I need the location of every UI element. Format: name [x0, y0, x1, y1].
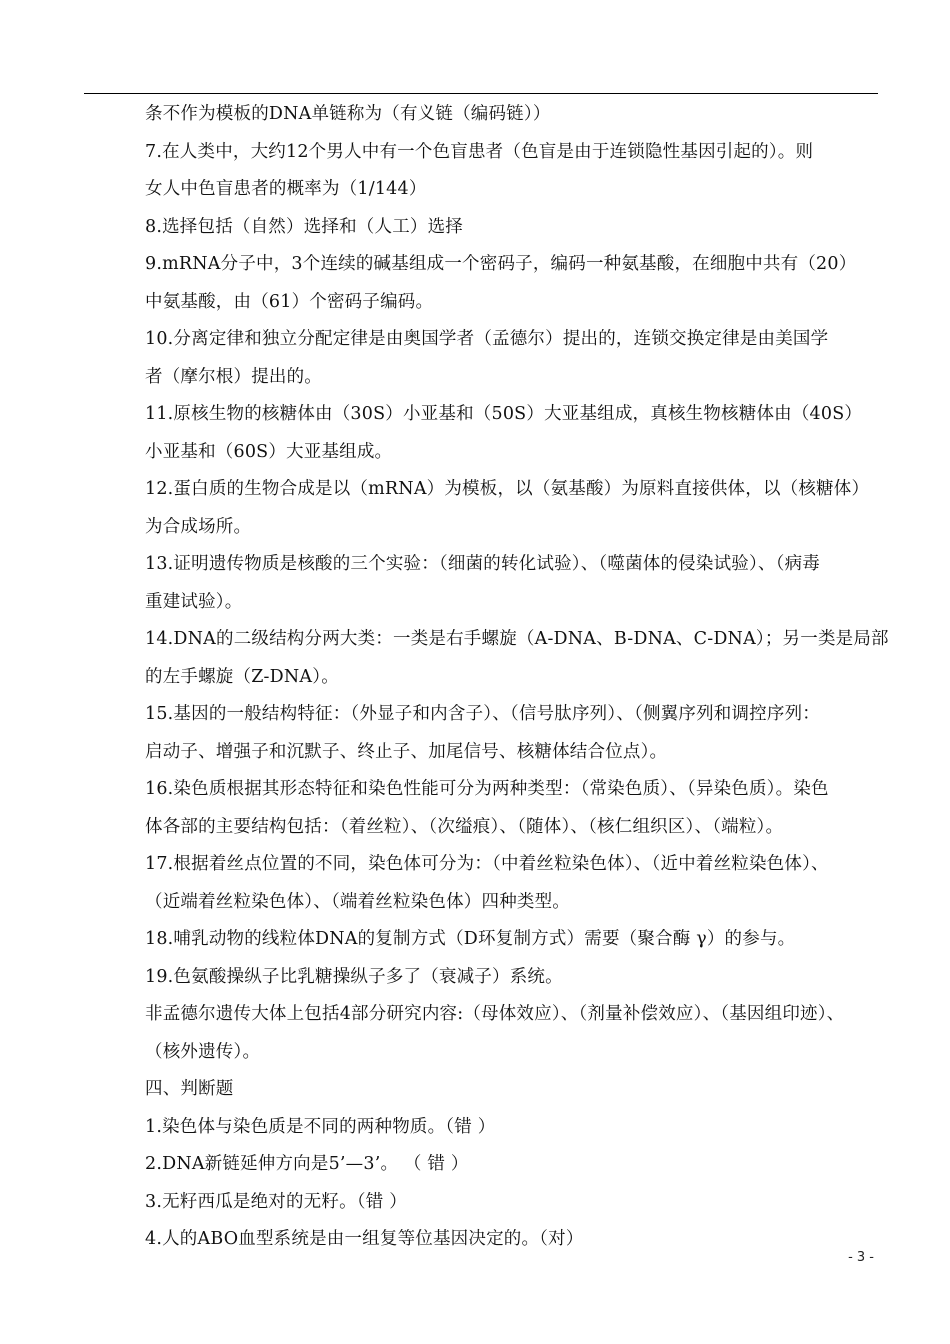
page-number: - 3 - [848, 1250, 874, 1265]
text-line: 为合成场所。 [145, 516, 252, 537]
text-line: （近端着丝粒染色体）、（端着丝粒染色体）四种类型。 [145, 891, 570, 912]
section-heading: 四、判断题 [145, 1079, 234, 1099]
text-line: 14.DNA的二级结构分两大类：一类是右手螺旋（A-DNA、B-DNA、C-DNA）；另一类是局部 [145, 629, 889, 649]
text-line: 15.基因的一般结构特征：（外显子和内含子）、（信号肽序列）、（侧翼序列和调控序列： [145, 704, 820, 724]
text-line: 非孟德尔遗传大体上包括4部分研究内容:（母体效应）、（剂量补偿效应）、（基因组印迹）、 [145, 1004, 845, 1024]
text-line: 11.原核生物的核糖体由（30S）小亚基和（50S）大亚基组成，真核生物核糖体由（40S） [145, 404, 863, 424]
text-line: 4.人的ABO血型系统是由一组复等位基因决定的。（对） [145, 1229, 584, 1249]
text-line: 8.选择包括（自然）选择和（人工）选择 [145, 216, 463, 237]
text-line: 的左手螺旋（Z-DNA）。 [145, 666, 339, 687]
text-line: 小亚基和（60S）大亚基组成。 [145, 441, 393, 462]
text-line: 中氨基酸，由（61）个密码子编码。 [145, 291, 434, 312]
text-line: 3.无籽西瓜是绝对的无籽。（错 ） [145, 1191, 407, 1212]
text-line: 10.分离定律和独立分配定律是由奥国学者（孟德尔）提出的，连锁交换定律是由美国学 [145, 329, 829, 349]
text-line: 2.DNA新链延伸方向是5’—3’。 （ 错 ） [145, 1154, 469, 1174]
text-line: 19.色氨酸操纵子比乳糖操纵子多了（衰减子）系统。 [145, 966, 563, 987]
header-rule [84, 93, 878, 94]
text-line: 女人中色盲患者的概率为（1/144） [145, 179, 427, 199]
text-line: 9.mRNA分子中，3个连续的碱基组成一个密码子，编码一种氨基酸，在细胞中共有（20） [145, 254, 857, 274]
document-body [145, 96, 889, 1259]
text-line: 12.蛋白质的生物合成是以（mRNA）为模板，以（氨基酸）为原料直接供体，以（核糖体） [145, 479, 870, 499]
text-line: 13.证明遗传物质是核酸的三个实验：（细菌的转化试验）、（噬菌体的侵染试验）、（病毒 [145, 554, 820, 574]
text-line: 7.在人类中，大约12个男人中有一个色盲患者（色盲是由于连锁隐性基因引起的）。则 [145, 141, 814, 162]
text-line: 重建试验）。 [145, 591, 243, 612]
text-line: 启动子、增强子和沉默子、终止子、加尾信号、核糖体结合位点）。 [145, 741, 668, 762]
text-line: （核外遗传）。 [145, 1041, 261, 1062]
text-line: 18.哺乳动物的线粒体DNA的复制方式（D环复制方式）需要（聚合酶 γ）的参与。 [145, 929, 796, 949]
text-line: 者（摩尔根）提出的。 [145, 366, 322, 387]
text-line: 16.染色质根据其形态特征和染色性能可分为两种类型：（常染色质）、（异染色质）。染色 [145, 779, 829, 799]
text-line: 17.根据着丝点位置的不同，染色体可分为：（中着丝粒染色体）、（近中着丝粒染色体）、 [145, 854, 829, 874]
text-line: 1.染色体与染色质是不同的两种物质。（错 ） [145, 1116, 496, 1137]
text-line: 体各部的主要结构包括：（着丝粒）、（次缢痕）、（随体）、（核仁组织区）、（端粒）。 [145, 816, 784, 837]
text-line: 条不作为模板的DNA单链称为（有义链（编码链）） [145, 104, 551, 124]
